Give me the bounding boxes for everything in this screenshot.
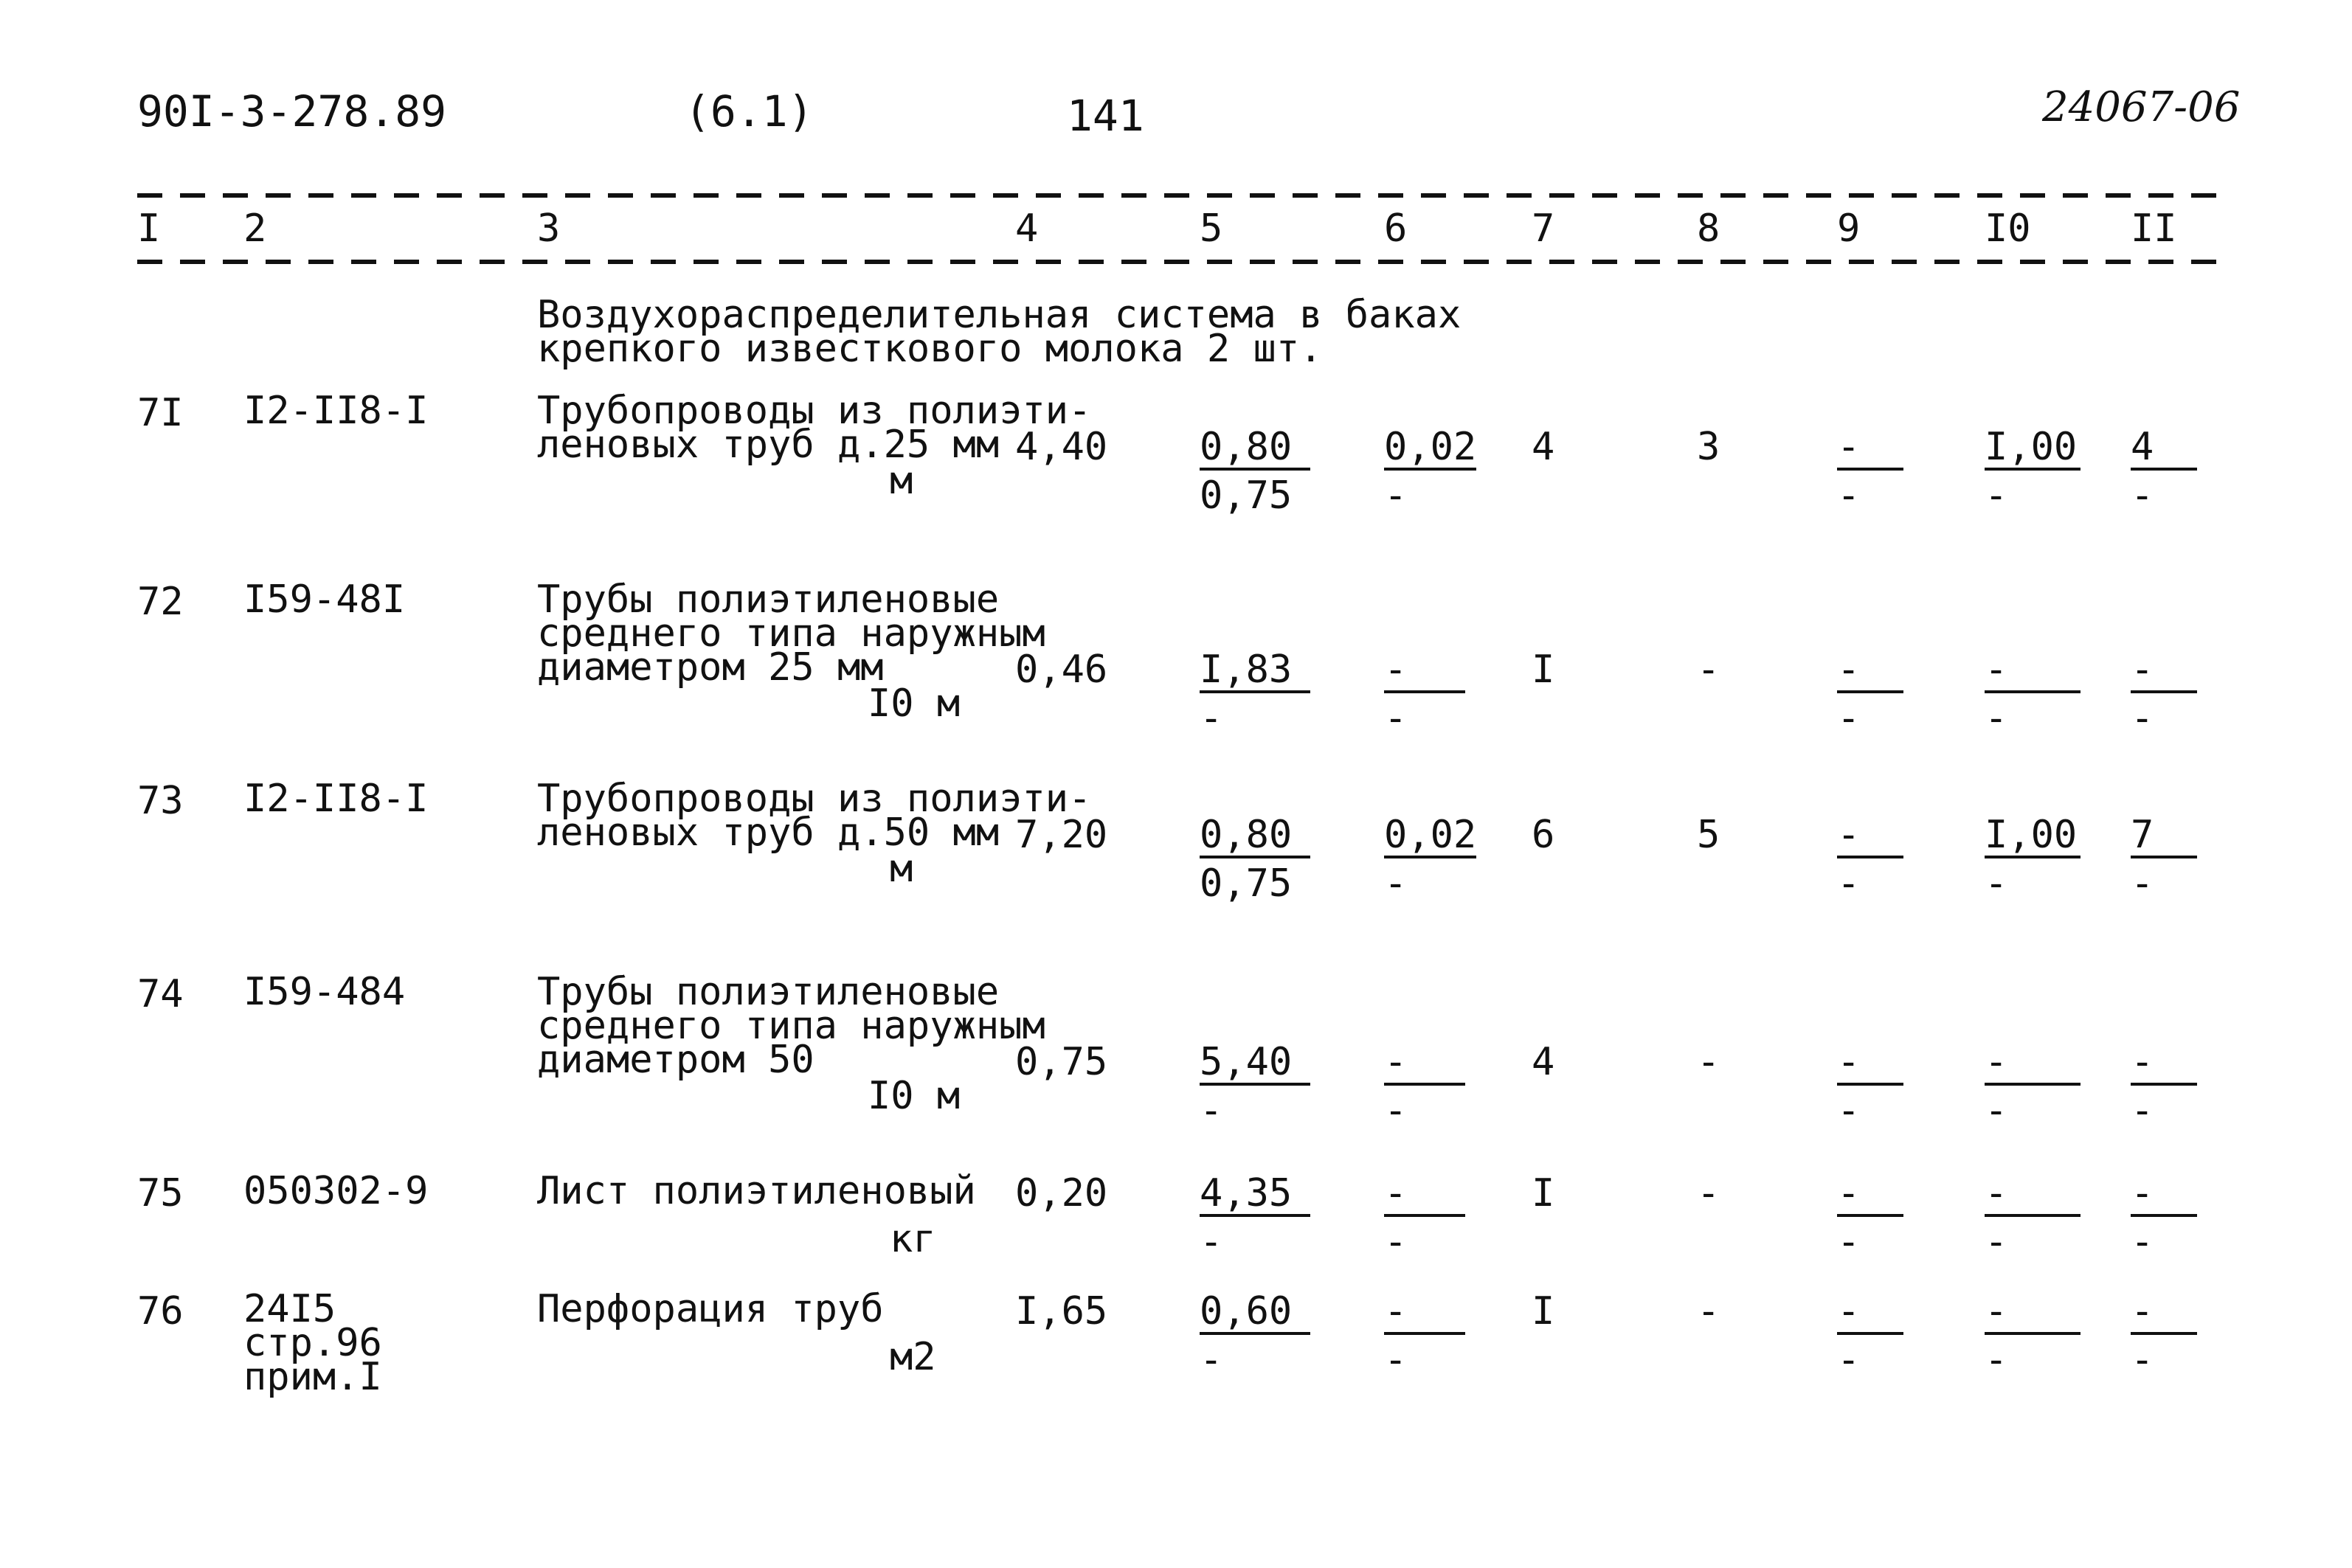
col7-value: 4 — [1532, 425, 1555, 469]
col6-value-denominator: - — [1384, 1220, 1408, 1264]
col5-value-denominator: - — [1200, 1220, 1223, 1264]
column-header: 6 — [1384, 207, 1408, 251]
column-header: I0 — [1985, 207, 2031, 251]
col10-value — [1985, 813, 2081, 906]
row-description: Лист полиэтиленовый — [537, 1169, 976, 1213]
column-header: 3 — [537, 207, 561, 251]
col9-value-numerator: - — [1837, 1174, 1903, 1217]
col11-value-denominator: - — [2131, 861, 2154, 906]
col9-value-numerator: - — [1837, 428, 1903, 471]
col10-value-denominator: - — [1985, 473, 2008, 518]
col10-value-denominator: - — [1985, 1338, 2008, 1382]
column-header: 4 — [1015, 207, 1039, 251]
col10-value-numerator: I,00 — [1985, 816, 2081, 858]
row-description: Трубопроводы из полиэти- леновых труб д.25 мм — [537, 389, 1092, 467]
row-code: I59-48I — [243, 577, 406, 622]
col6-value-denominator: - — [1384, 473, 1408, 518]
col9-value-numerator: - — [1837, 1292, 1903, 1335]
col9-value-numerator: - — [1837, 816, 1903, 858]
row-quantity: 0,75 — [1015, 1040, 1108, 1084]
row-unit: м2 — [890, 1335, 936, 1379]
column-header: 2 — [243, 207, 267, 251]
col8-value: - — [1697, 648, 1720, 692]
col9-value-numerator: - — [1837, 651, 1903, 693]
col11-value-denominator: - — [2131, 473, 2154, 518]
row-quantity: 4,40 — [1015, 425, 1108, 469]
col5-value-numerator: 5,40 — [1200, 1043, 1310, 1086]
col8-value: - — [1697, 1040, 1720, 1084]
col6-value — [1384, 1171, 1465, 1264]
col9-value-denominator: - — [1837, 1089, 1861, 1133]
col6-value-denominator: - — [1384, 696, 1408, 740]
col7-value: 4 — [1532, 1040, 1555, 1084]
col10-value-denominator: - — [1985, 861, 2008, 906]
row-quantity: 7,20 — [1015, 813, 1108, 857]
col11-value-denominator: - — [2131, 1220, 2154, 1264]
column-header: 9 — [1837, 207, 1861, 251]
col5-value-numerator: I,83 — [1200, 651, 1310, 693]
col9-value — [1837, 1289, 1903, 1382]
row-number: 7I — [137, 391, 184, 435]
col8-value: - — [1697, 1171, 1720, 1215]
col9-value — [1837, 425, 1903, 518]
col9-value-numerator: - — [1837, 1043, 1903, 1086]
row-code: 050302-9 — [243, 1169, 429, 1213]
col10-value — [1985, 1040, 2081, 1133]
row-unit: м — [890, 459, 913, 503]
row-quantity: 0,46 — [1015, 648, 1108, 692]
col7-value: 6 — [1532, 813, 1555, 857]
col5-value — [1200, 1040, 1310, 1133]
col5-value-denominator: - — [1200, 696, 1223, 740]
col10-value — [1985, 1171, 2081, 1264]
col9-value-denominator: - — [1837, 696, 1861, 740]
page-number: 141 — [1067, 91, 1144, 141]
col9-value — [1837, 648, 1903, 740]
header-top-rule — [137, 193, 2230, 198]
col9-value-denominator: - — [1837, 861, 1861, 906]
handwritten-inventory-number: 24067-06 — [2042, 83, 2241, 131]
row-unit: м — [890, 847, 913, 891]
row-code: I59-484 — [243, 970, 406, 1014]
col9-value-denominator: - — [1837, 1338, 1861, 1382]
row-description: Трубы полиэтиленовые среднего типа наружным диаметром 50 — [537, 970, 1045, 1082]
col5-value — [1200, 813, 1310, 906]
header-bottom-rule — [137, 260, 2230, 264]
col10-value-numerator: - — [1985, 651, 2081, 693]
col5-value — [1200, 425, 1310, 518]
column-header: 5 — [1200, 207, 1223, 251]
col11-value-numerator: 7 — [2131, 816, 2197, 858]
col11-value — [2131, 1171, 2197, 1264]
row-number: 74 — [137, 972, 184, 1016]
row-unit: I0 м — [868, 681, 961, 726]
col5-value — [1200, 648, 1310, 740]
row-number: 76 — [137, 1289, 184, 1333]
col5-value-denominator: - — [1200, 1338, 1223, 1382]
col11-value — [2131, 425, 2197, 518]
col6-value-numerator: - — [1384, 1174, 1465, 1217]
col11-value — [2131, 813, 2197, 906]
col9-value — [1837, 813, 1903, 906]
col6-value — [1384, 648, 1465, 740]
col7-value: I — [1532, 1289, 1555, 1333]
col6-value — [1384, 1040, 1465, 1133]
col11-value-denominator: - — [2131, 1338, 2154, 1382]
col9-value-denominator: - — [1837, 473, 1861, 518]
col11-value — [2131, 1289, 2197, 1382]
col11-value-denominator: - — [2131, 1089, 2154, 1133]
col6-value-denominator: - — [1384, 1338, 1408, 1382]
column-header: I — [137, 207, 161, 251]
group-title: Воздухораспределительная система в баках крепкого известкового молока 2 шт. — [537, 293, 1462, 371]
col8-value: 3 — [1697, 425, 1720, 469]
col8-value: - — [1697, 1289, 1720, 1333]
column-header: 8 — [1697, 207, 1720, 251]
col5-value-denominator: - — [1200, 1089, 1223, 1133]
col10-value-numerator: - — [1985, 1292, 2081, 1335]
col5-value-numerator: 0,80 — [1200, 816, 1310, 858]
col8-value: 5 — [1697, 813, 1720, 857]
col9-value-denominator: - — [1837, 1220, 1861, 1264]
row-unit: кг — [890, 1217, 936, 1261]
col9-value — [1837, 1171, 1903, 1264]
col11-value — [2131, 1040, 2197, 1133]
col5-value-denominator: 0,75 — [1200, 861, 1293, 906]
col5-value-numerator: 0,80 — [1200, 428, 1310, 471]
col11-value-numerator: 4 — [2131, 428, 2197, 471]
row-code: 24I5 стр.96 прим.I — [243, 1287, 382, 1399]
row-number: 73 — [137, 779, 184, 823]
row-quantity: I,65 — [1015, 1289, 1108, 1333]
col11-value-denominator: - — [2131, 696, 2154, 740]
col6-value — [1384, 813, 1477, 906]
col10-value-denominator: - — [1985, 1089, 2008, 1133]
col6-value-numerator: - — [1384, 651, 1465, 693]
col10-value-numerator: - — [1985, 1174, 2081, 1217]
col7-value: I — [1532, 648, 1555, 692]
row-quantity: 0,20 — [1015, 1171, 1108, 1215]
col6-value-denominator: - — [1384, 1089, 1408, 1133]
col10-value-denominator: - — [1985, 696, 2008, 740]
column-header: II — [2131, 207, 2177, 251]
col11-value-numerator: - — [2131, 1043, 2197, 1086]
row-number: 72 — [137, 580, 184, 624]
col5-value-numerator: 0,60 — [1200, 1292, 1310, 1335]
col6-value-denominator: - — [1384, 861, 1408, 906]
col5-value — [1200, 1171, 1310, 1264]
col5-value — [1200, 1289, 1310, 1382]
col7-value: I — [1532, 1171, 1555, 1215]
row-description: Трубопроводы из полиэти- леновых труб д.50 мм — [537, 777, 1092, 855]
col10-value — [1985, 1289, 2081, 1382]
section-number: (6.1) — [685, 86, 814, 136]
col6-value-numerator: - — [1384, 1043, 1465, 1086]
col11-value-numerator: - — [2131, 1174, 2197, 1217]
row-description: Трубы полиэтиленовые среднего типа наружным диаметром 25 мм — [537, 577, 1045, 690]
col5-value-denominator: 0,75 — [1200, 473, 1293, 518]
col10-value-numerator: - — [1985, 1043, 2081, 1086]
row-code: I2-II8-I — [243, 777, 429, 821]
col6-value-numerator: 0,02 — [1384, 813, 1477, 857]
col6-value-numerator: - — [1384, 1292, 1465, 1335]
row-number: 75 — [137, 1171, 184, 1215]
document-code: 90I-3-278.89 — [137, 86, 447, 136]
row-code: I2-II8-I — [243, 389, 429, 433]
col10-value-denominator: - — [1985, 1220, 2008, 1264]
col11-value-numerator: - — [2131, 1292, 2197, 1335]
col10-value — [1985, 425, 2081, 518]
col9-value — [1837, 1040, 1903, 1133]
row-unit: I0 м — [868, 1074, 961, 1118]
col5-value-numerator: 4,35 — [1200, 1174, 1310, 1217]
column-header: 7 — [1532, 207, 1555, 251]
col6-value — [1384, 425, 1477, 518]
col11-value-numerator: - — [2131, 651, 2197, 693]
col6-value-numerator: 0,02 — [1384, 425, 1477, 469]
col6-value — [1384, 1289, 1465, 1382]
col11-value — [2131, 648, 2197, 740]
col10-value-numerator: I,00 — [1985, 428, 2081, 471]
col10-value — [1985, 648, 2081, 740]
row-description: Перфорация труб — [537, 1287, 884, 1331]
